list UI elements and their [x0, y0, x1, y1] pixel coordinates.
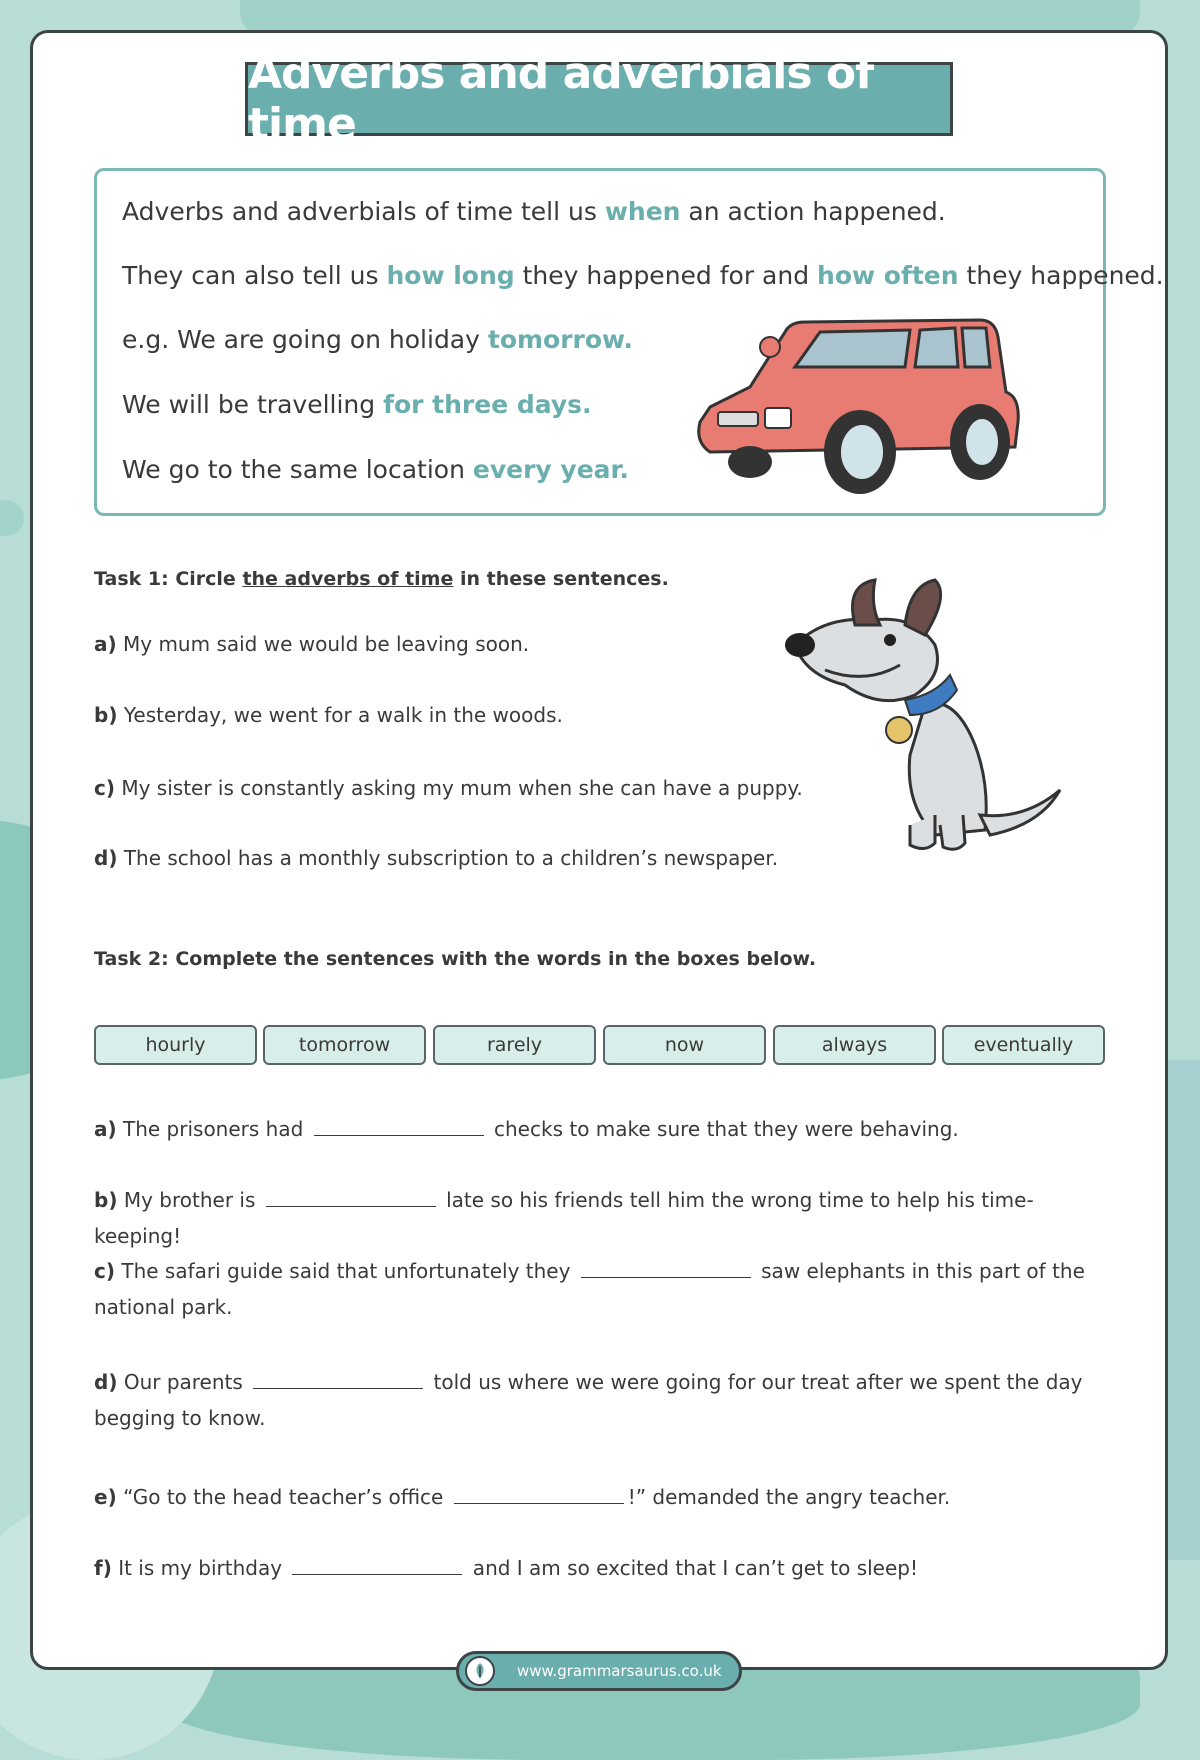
item-letter: c)	[94, 776, 115, 800]
dog-illustration	[785, 575, 1065, 860]
task2-heading: Task 2: Complete the sentences with the words in the boxes below.	[94, 948, 817, 970]
task2-item	[94, 1182, 1106, 1254]
item-text: and I am so excited that I can’t get to sleep!	[466, 1556, 918, 1580]
highlight-text: for three days.	[383, 390, 592, 419]
task1-heading	[94, 568, 669, 590]
item-text: !” demanded the angry teacher.	[627, 1485, 951, 1509]
item-letter: a)	[94, 632, 117, 656]
item-text: checks to make sure that they were behaving.	[487, 1117, 959, 1141]
item-letter: d)	[94, 1370, 118, 1394]
item-letter: b)	[94, 1188, 118, 1212]
item-letter: f)	[94, 1556, 112, 1580]
item-letter: d)	[94, 846, 118, 870]
info-text: Adverbs and adverbials of time tell us	[122, 197, 605, 226]
highlight-text: tomorrow.	[487, 325, 634, 354]
car-illustration	[690, 312, 1022, 504]
highlight-text: every year.	[472, 455, 629, 484]
item-letter: e)	[94, 1485, 117, 1509]
info-text: We go to the same location	[122, 455, 473, 484]
item-text: Our parents	[117, 1370, 250, 1394]
info-text: an action happened.	[680, 197, 946, 226]
item-text: The prisoners had	[116, 1117, 310, 1141]
task1-item	[94, 840, 778, 876]
footer-link[interactable]	[456, 1651, 742, 1691]
answer-blank[interactable]	[292, 1556, 462, 1575]
task2-item	[94, 1253, 1106, 1325]
item-text: late so his friends tell him the wrong time to help his time-keeping!	[94, 1188, 1034, 1248]
task1-item	[94, 626, 529, 662]
item-text: It is my birthday	[111, 1556, 289, 1580]
info-line-4	[122, 390, 592, 419]
task2-item	[94, 1111, 1106, 1147]
answer-blank[interactable]	[253, 1370, 423, 1389]
info-text: They can also tell us	[122, 261, 387, 290]
info-text: they happened for and	[514, 261, 818, 290]
item-text: told us where we were going for our treat after we spent the day begging to know.	[94, 1370, 1083, 1430]
answer-blank[interactable]	[314, 1117, 484, 1136]
answer-blank[interactable]	[454, 1485, 624, 1504]
item-text: Yesterday, we went for a walk in the woods.	[117, 703, 563, 727]
info-text: they happened.	[958, 261, 1164, 290]
task2-item	[94, 1550, 1106, 1586]
task2-item	[94, 1479, 1106, 1515]
heading-text: Task 1: Circle	[94, 568, 243, 590]
item-text: My sister is constantly asking my mum when she can have a puppy.	[115, 776, 803, 800]
item-text: The safari guide said that unfortunately they	[115, 1259, 577, 1283]
item-text: The school has a monthly subscription to a children’s newspaper.	[117, 846, 779, 870]
info-line-2	[122, 261, 1164, 290]
info-line-3	[122, 325, 633, 354]
highlight-text: how long	[386, 261, 515, 290]
item-letter: c)	[94, 1259, 115, 1283]
heading-text: in these sentences.	[453, 568, 669, 590]
info-text: We will be travelling	[122, 390, 384, 419]
item-text: My mum said we would be leaving soon.	[116, 632, 530, 656]
highlight-text: how often	[817, 261, 959, 290]
item-text: “Go to the head teacher’s office	[116, 1485, 450, 1509]
task1-item	[94, 770, 803, 806]
info-line-1	[122, 197, 946, 226]
word-box: now	[603, 1025, 766, 1065]
page-title: Adverbs and adverbials of time	[248, 48, 874, 150]
task2-item	[94, 1364, 1106, 1436]
word-box: rarely	[433, 1025, 596, 1065]
info-text: e.g. We are going on holiday	[122, 325, 488, 354]
item-text: My brother is	[117, 1188, 262, 1212]
word-box: hourly	[94, 1025, 257, 1065]
word-box: eventually	[942, 1025, 1105, 1065]
word-box: tomorrow	[263, 1025, 426, 1065]
item-letter: a)	[94, 1117, 117, 1141]
answer-blank[interactable]	[266, 1188, 436, 1207]
word-box: always	[773, 1025, 936, 1065]
answer-blank[interactable]	[581, 1259, 751, 1278]
title-banner	[245, 48, 953, 150]
decorative-dot	[0, 500, 24, 536]
heading-underlined-text: the adverbs of time	[242, 568, 454, 590]
leaf-logo-icon	[465, 1656, 495, 1686]
info-line-5	[122, 455, 629, 484]
footer-url[interactable]: www.grammarsaurus.co.uk	[517, 1662, 722, 1680]
highlight-text: when	[604, 197, 681, 226]
item-text: saw elephants in this part of the national park.	[94, 1259, 1085, 1319]
task1-item	[94, 697, 563, 733]
item-letter: b)	[94, 703, 118, 727]
